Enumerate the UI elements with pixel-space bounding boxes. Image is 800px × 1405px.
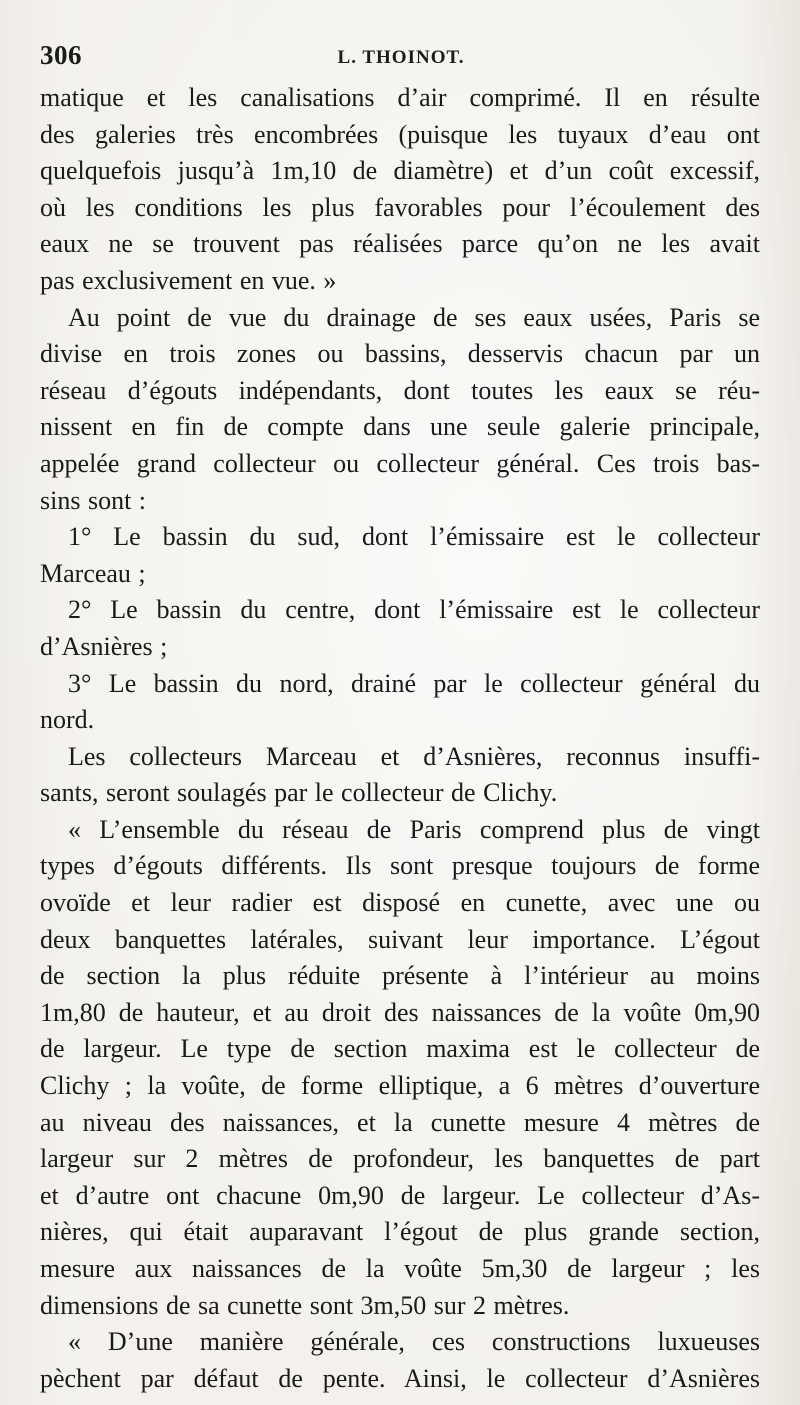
text-line: pèchent par défaut de pente. Ainsi, le collecteur d’Asnières <box>40 1363 760 1393</box>
text-line: au niveau des naissances, et la cunette mesure 4 mètres de <box>40 1107 760 1137</box>
text-line: ovoïde et leur radier est disposé en cunette, avec une ou <box>40 888 760 918</box>
text-line: « L’ensemble du réseau de Paris comprend plus de vingt <box>68 814 760 844</box>
text-line: et d’autre ont chacune 0m,90 de largeur. Le collecteur d’As- <box>40 1180 760 1210</box>
text-line: pas exclusivement en vue. » <box>40 265 337 295</box>
text-line: d’Asnières ; <box>40 631 168 661</box>
text-line: 1m,80 de hauteur, et au droit des naissances de la voûte 0m,90 <box>40 997 760 1027</box>
text-line: eaux ne se trouvent pas réalisées parce qu’on ne les avait <box>40 229 760 259</box>
text-line: matique et les canalisations d’air comprimé. Il en résulte <box>40 83 760 112</box>
text-line: types d’égouts différents. Ils sont presque toujours de forme <box>40 851 760 881</box>
page-header <box>40 40 762 80</box>
text-line: 3° Le bassin du nord, drainé par le collecteur général du <box>68 668 760 698</box>
body-text <box>40 80 760 1397</box>
text-line: nord. <box>40 705 95 735</box>
text-line: 2° Le bassin du centre, dont l’émissaire est le collecteur <box>68 595 760 625</box>
text-line: réseau d’égouts indépendants, dont toutes les eaux se réu- <box>40 375 760 405</box>
text-line: mesure aux naissances de la voûte 5m,30 de largeur ; les <box>40 1254 760 1283</box>
text-line: sants, seront soulagés par le collecteur de Clichy. <box>40 778 558 808</box>
text-line: dimensions de sa cunette sont 3m,50 sur 2 mètres. <box>40 1290 570 1320</box>
text-line: appelée grand collecteur ou collecteur général. Ces trois bas- <box>40 448 760 478</box>
text-line: Au point de vue du drainage de ses eaux usées, Paris se <box>68 302 760 332</box>
text-line: nissent en fin de compte dans une seule galerie principale, <box>40 412 760 442</box>
text-line: sins sont : <box>40 485 147 515</box>
text-line: nières, qui était auparavant l’égout de plus grande section, <box>40 1217 760 1247</box>
text-line: largeur sur 2 mètres de profondeur, les banquettes de part <box>40 1144 760 1174</box>
text-line: deux banquettes latérales, suivant leur importance. L’égout <box>40 924 760 954</box>
text-line: de section la plus réduite présente à l’intérieur au moins <box>40 961 760 991</box>
page-number: 306 <box>40 40 82 70</box>
text-line: de largeur. Le type de section maxima est le collecteur de <box>40 1034 760 1064</box>
text-line: Marceau ; <box>40 558 146 588</box>
text-line: quelquefois jusqu’à 1m,10 de diamètre) et d’un coût excessif, <box>40 156 760 186</box>
running-head: L. THOINOT. <box>337 47 465 68</box>
text-line: Les collecteurs Marceau et d’Asnières, reconnus insuffi- <box>68 741 760 771</box>
text-line: 1° Le bassin du sud, dont l’émissaire est le collecteur <box>68 522 760 552</box>
text-line: « D’une manière générale, ces constructions luxueuses <box>68 1327 760 1357</box>
text-line: des galeries très encombrées (puisque les tuyaux d’eau ont <box>40 119 760 149</box>
text-line: divise en trois zones ou bassins, desservis chacun par un <box>40 339 760 369</box>
text-line: Clichy ; la voûte, de forme elliptique, a 6 mètres d’ouverture <box>40 1071 760 1101</box>
text-line: où les conditions les plus favorables pour l’écoulement des <box>40 192 760 222</box>
